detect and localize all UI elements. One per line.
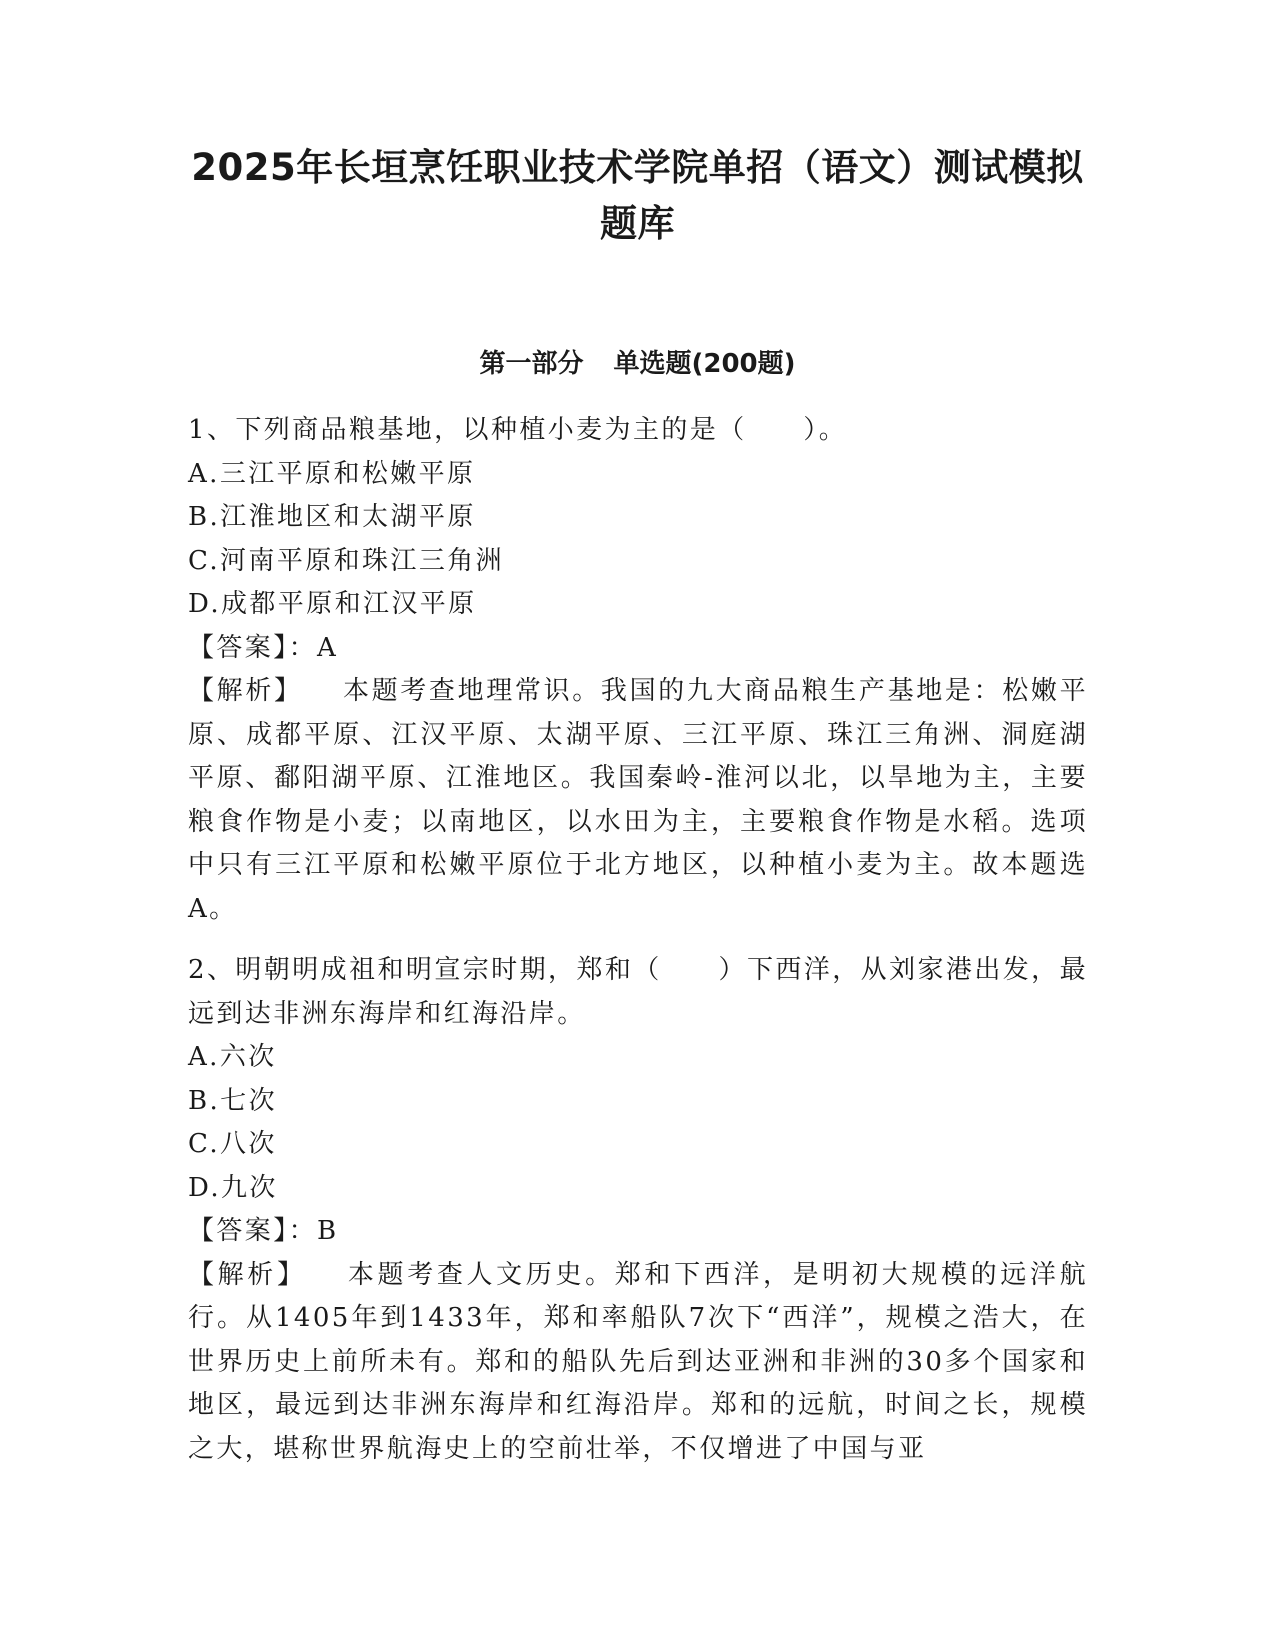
option-c: C.河南平原和珠江三角洲 bbox=[188, 545, 505, 576]
answer-value: A bbox=[317, 632, 339, 663]
answer-line bbox=[188, 627, 1088, 671]
answer-label: 【答案】： bbox=[188, 1216, 318, 1246]
question-stem: 2、明朝明成祖和明宣宗时期，郑和（ ）下西洋，从刘家港出发，最远到达非洲东海岸和红海沿岸。 bbox=[188, 955, 1088, 1029]
question-1 bbox=[188, 409, 1088, 931]
option-d: D.成都平原和江汉平原 bbox=[188, 589, 477, 619]
section-title bbox=[160, 346, 1115, 382]
option-b: B.江淮地区和太湖平原 bbox=[188, 502, 476, 532]
question-stem: 1、下列商品粮基地，以种植小麦为主的是（ ）。 bbox=[188, 415, 848, 445]
section-part-label: 第一部分 bbox=[479, 349, 584, 379]
answer-line bbox=[188, 1210, 1088, 1254]
explanation-text: 本题考查地理常识。我国的九大商品粮生产基地是：松嫩平原、成都平原、江汉平原、太湖平原、三江平原、珠江三角洲、洞庭湖平原、鄱阳湖平原、江淮地区。我国秦岭-淮河以北，以旱地为主，主要粮食作物是小麦；以南地区，以水田为主，主要粮食作物是水稻。选项中只有三江平原和松嫩平原位于北方地区，以种植小麦为主。故本题选A。 bbox=[188, 676, 1088, 924]
document-title-line-1: 2025年长垣烹饪职业技术学院单招（语文）测试模拟 bbox=[191, 146, 1084, 189]
answer-value: B bbox=[317, 1216, 339, 1246]
document-title bbox=[160, 140, 1115, 252]
question-2 bbox=[188, 949, 1088, 1471]
option-c: C.八次 bbox=[188, 1129, 277, 1159]
option-b: B.七次 bbox=[188, 1085, 277, 1116]
answer-label: 【答案】： bbox=[188, 632, 318, 663]
explanation-label: 【解析】 bbox=[188, 676, 303, 706]
explanation-block bbox=[188, 1254, 1088, 1472]
section-name-label: 单选题(200题) bbox=[613, 349, 796, 379]
option-d: D.九次 bbox=[188, 1172, 278, 1203]
explanation-block bbox=[188, 670, 1088, 931]
explanation-label: 【解析】 bbox=[188, 1259, 307, 1290]
document-title-line-2: 题库 bbox=[600, 202, 675, 245]
explanation-text: 本题考查人文历史。郑和下西洋，是明初大规模的远洋航行。从1405年到1433年，郑和率船队7次下“西洋”，规模之浩大，在世界历史上前所未有。郑和的船队先后到达亚洲和非洲的30多个国家和地区，最远到达非洲东海岸和红海沿岸。郑和的远航，时间之长，规模之大，堪称世界航海史上的空前壮举，不仅增进了中国与亚 bbox=[188, 1259, 1088, 1464]
option-a: A.六次 bbox=[188, 1042, 277, 1072]
option-a: A.三江平原和松嫩平原 bbox=[188, 458, 476, 489]
